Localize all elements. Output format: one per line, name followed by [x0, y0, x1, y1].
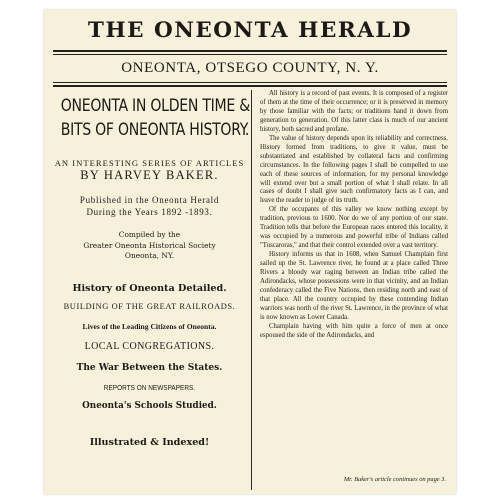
contents-heading: History of Oneonta Detailed.: [72, 282, 227, 294]
book-title-line: ONEONTA IN OLDEN TIME &: [60, 96, 250, 116]
subhead-rule: [53, 82, 447, 83]
compiled-line: Compiled by the: [118, 230, 181, 239]
continuation-note: Mr. Baker's article continues on page 3.: [343, 476, 446, 483]
contents-heading: BUILDING OF THE GREAT RAILROADS.: [63, 301, 236, 311]
book-cover: [44, 10, 456, 494]
article-paragraph: History informs us that in 1608, when Samuel Champlain first sailed up the St. Lawrence river, he found at a place called Three Rivers a bloody war raging between an Indian tribe called the Adirondacks, whose possessions were in that vicinity, and an Indian confederacy called the Five Nations, then residing north and east of that place. All the country occupied by these contending Indian warriors was north of the river St. Lawrence, in the province of what is now known as Lower Canada.: [260, 251, 448, 321]
book-title-line: BITS OF ONEONTA HISTORY.: [60, 120, 250, 140]
compiled-line: Oneonta, NY.: [124, 251, 175, 260]
contents-heading: Oneonta's Schools Studied.: [82, 400, 217, 411]
left-column: [53, 94, 250, 450]
article-paragraph: Champlain having with him quite a force of men at once espoused the side of the Adirondacks, and: [260, 322, 448, 339]
published-line: During the Years 1892 -1893.: [86, 207, 213, 217]
article-paragraph: All history is a record of past events. It is composed of a register of them at the time of their occurrence; or it is preserved in memory by those familiar with the facts; or traditions hand it down from generation to generation. Of this latter class is much of our ancient history, both sacred and profane.: [260, 90, 448, 133]
contents-heading: LOCAL CONGREGATIONS.: [84, 340, 215, 352]
masthead-subtitle: ONEONTA, OTSEGO COUNTY, N. Y.: [121, 60, 379, 76]
subhead-rule: [53, 85, 447, 87]
compiled-line: Greater Oneonta Historical Society: [83, 240, 216, 250]
masthead-rule: [53, 50, 447, 52]
author-line: BY HARVEY BAKER.: [80, 168, 219, 182]
contents-heading: REPORTS ON NEWSPAPERS.: [103, 382, 196, 392]
masthead-title: THE ONEONTA HERALD: [87, 18, 413, 43]
contents-heading: The War Between the States.: [76, 362, 223, 373]
published-line: Published in the Oneonta Herald: [79, 195, 220, 205]
illustrated-note: Illustrated & Indexed!: [89, 436, 210, 448]
article-paragraph: Of the occupants of this valley we know nothing except by tradition, previous to 1600. Nor do we of any portion of our state. Tradition tells that before the European races entered this locality, it was occupied by a numerous and powerful tribe of Indians called "Tuscaroras," and that their control extended over a vast territory.: [260, 206, 448, 250]
column-divider: [251, 90, 252, 490]
article-column: [260, 90, 448, 341]
contents-heading: Lives of the Leading Citizens of Oneonta.: [82, 321, 217, 331]
series-line: AN INTERESTING SERIES OF ARTICLES: [54, 158, 245, 168]
article-paragraph: The value of history depends upon its reliability and correctness. History formed from traditions, to give it value, must be substantiated and established by collateral facts and confirming circumstances. In the following pages I shall be compelled to use each of these sources of information, for my personal knowledge will extend over but a small portion of what I shall relate. In all cases of doubt I shall give such confirmatory facts as I can, and leave the reader to judge of its truth.: [260, 134, 448, 205]
